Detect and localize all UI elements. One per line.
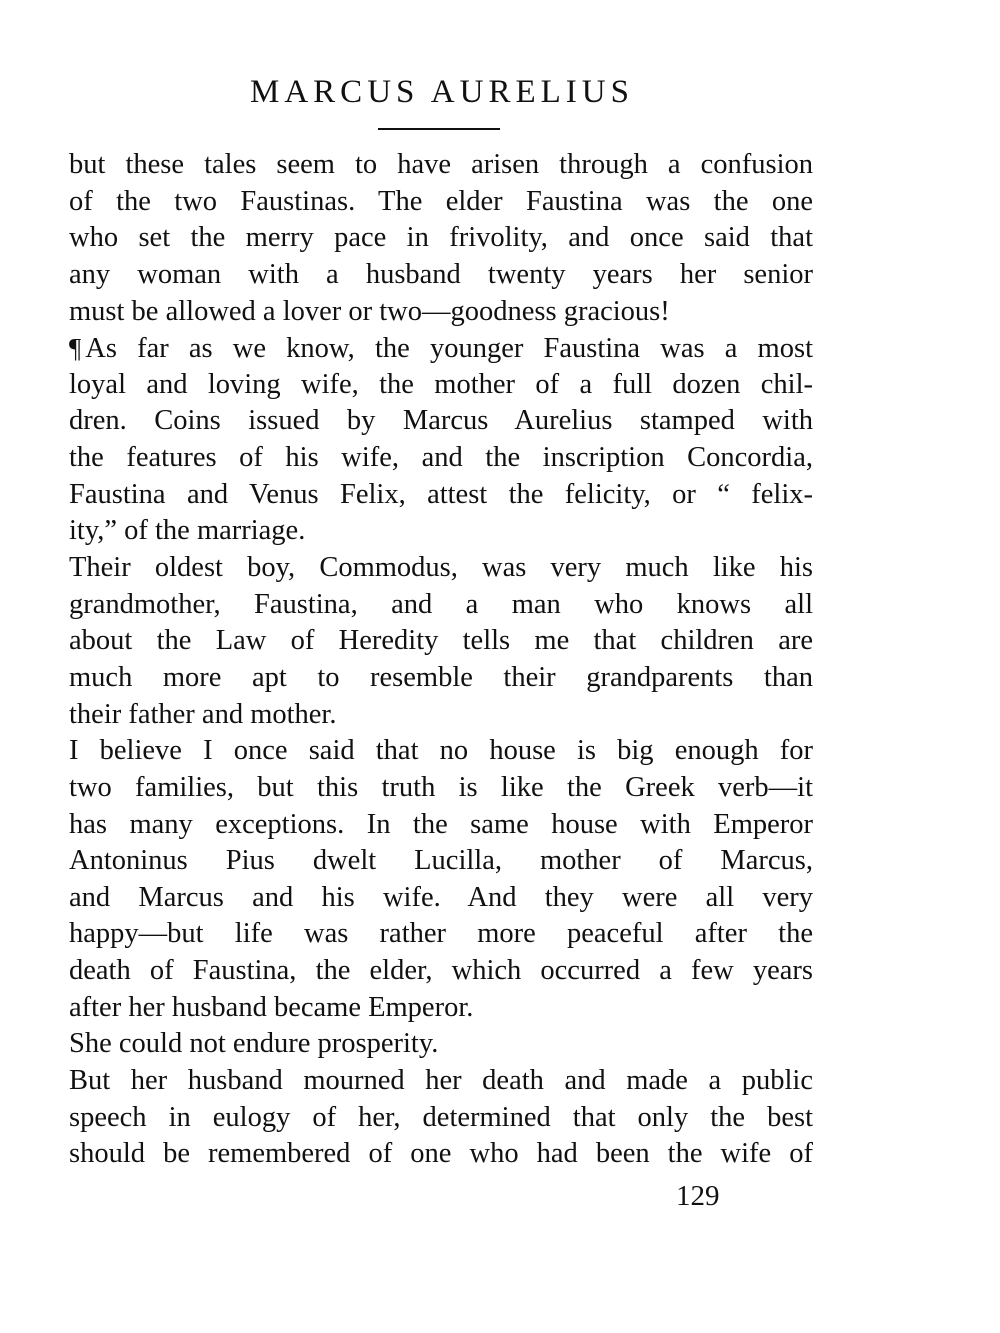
line-text: their father and mother. [69,698,337,730]
text-line [69,513,813,550]
line-text: happy—but life was rather more peaceful after the [69,918,813,950]
line-text: much more apt to resemble their grandparents than [69,661,813,693]
line-text: after her husband became Emperor. [69,991,474,1023]
text-line [69,257,813,294]
line-text: the features of his wife, and the inscription Concordia, [69,442,813,474]
line-text: As far as we know, the younger Faustina was a most [85,333,813,365]
line-text: dren. Coins issued by Marcus Aurelius stamped with [69,405,813,437]
text-line [69,953,813,990]
line-text: death of Faustina, the elder, which occurred a few years [69,955,813,987]
text-line [69,1136,813,1173]
head-rule [378,128,500,130]
line-text: Faustina and Venus Felix, attest the felicity, or “ felix- [69,478,813,510]
line-text: two families, but this truth is like the Greek verb—it [69,771,813,803]
text-line [69,807,813,844]
page-number: 129 [676,1180,720,1212]
line-text: Their oldest boy, Commodus, was very much like his [69,552,813,584]
text-line [69,440,813,477]
text-line [69,1026,813,1063]
line-text: should be remembered of one who had been the wife of [69,1138,813,1170]
text-line [69,990,813,1027]
line-text: who set the merry pace in frivolity, and once said that [69,222,813,254]
line-text: grandmother, Faustina, and a man who knows all [69,588,813,620]
text-line [69,403,813,440]
line-text: of the two Faustinas. The elder Faustina was the one [69,185,813,217]
text-line [69,697,813,734]
text-line [69,147,813,184]
line-text: any woman with a husband twenty years her senior [69,258,813,290]
line-text: has many exceptions. In the same house with Emperor [69,808,813,840]
text-line [69,843,813,880]
text-line [69,623,813,660]
text-line [69,660,813,697]
line-text: must be allowed a lover or two—goodness gracious! [69,295,670,327]
text-line [69,880,813,917]
text-line [69,1063,813,1100]
text-line [69,294,813,331]
line-text: and Marcus and his wife. And they were all very [69,881,813,913]
text-line [69,770,813,807]
text-line [69,367,813,404]
line-text: ity,” of the marriage. [69,515,306,547]
text-line [69,330,813,367]
line-text: but these tales seem to have arisen through a confusion [69,149,813,180]
text-line [69,733,813,770]
text-line [69,184,813,221]
text-line [69,550,813,587]
text-line [69,477,813,514]
line-text: I believe I once said that no house is big enough for [69,735,813,767]
line-text: She could not endure prosperity. [69,1028,439,1060]
text-line [69,220,813,257]
line-text: about the Law of Heredity tells me that children are [69,625,813,657]
line-text: But her husband mourned her death and made a public [69,1065,813,1097]
line-text: loyal and loving wife, the mother of a full dozen chil- [69,368,813,400]
line-text: speech in eulogy of her, determined that only the best [69,1101,813,1133]
running-head: MARCUS AURELIUS [250,74,634,110]
text-line [69,916,813,953]
text-line [69,587,813,624]
line-text: Antoninus Pius dwelt Lucilla, mother of Marcus, [69,845,813,877]
text-line [69,1100,813,1137]
pilcrow-mark: ¶ [69,333,82,364]
body-text [69,147,813,1173]
